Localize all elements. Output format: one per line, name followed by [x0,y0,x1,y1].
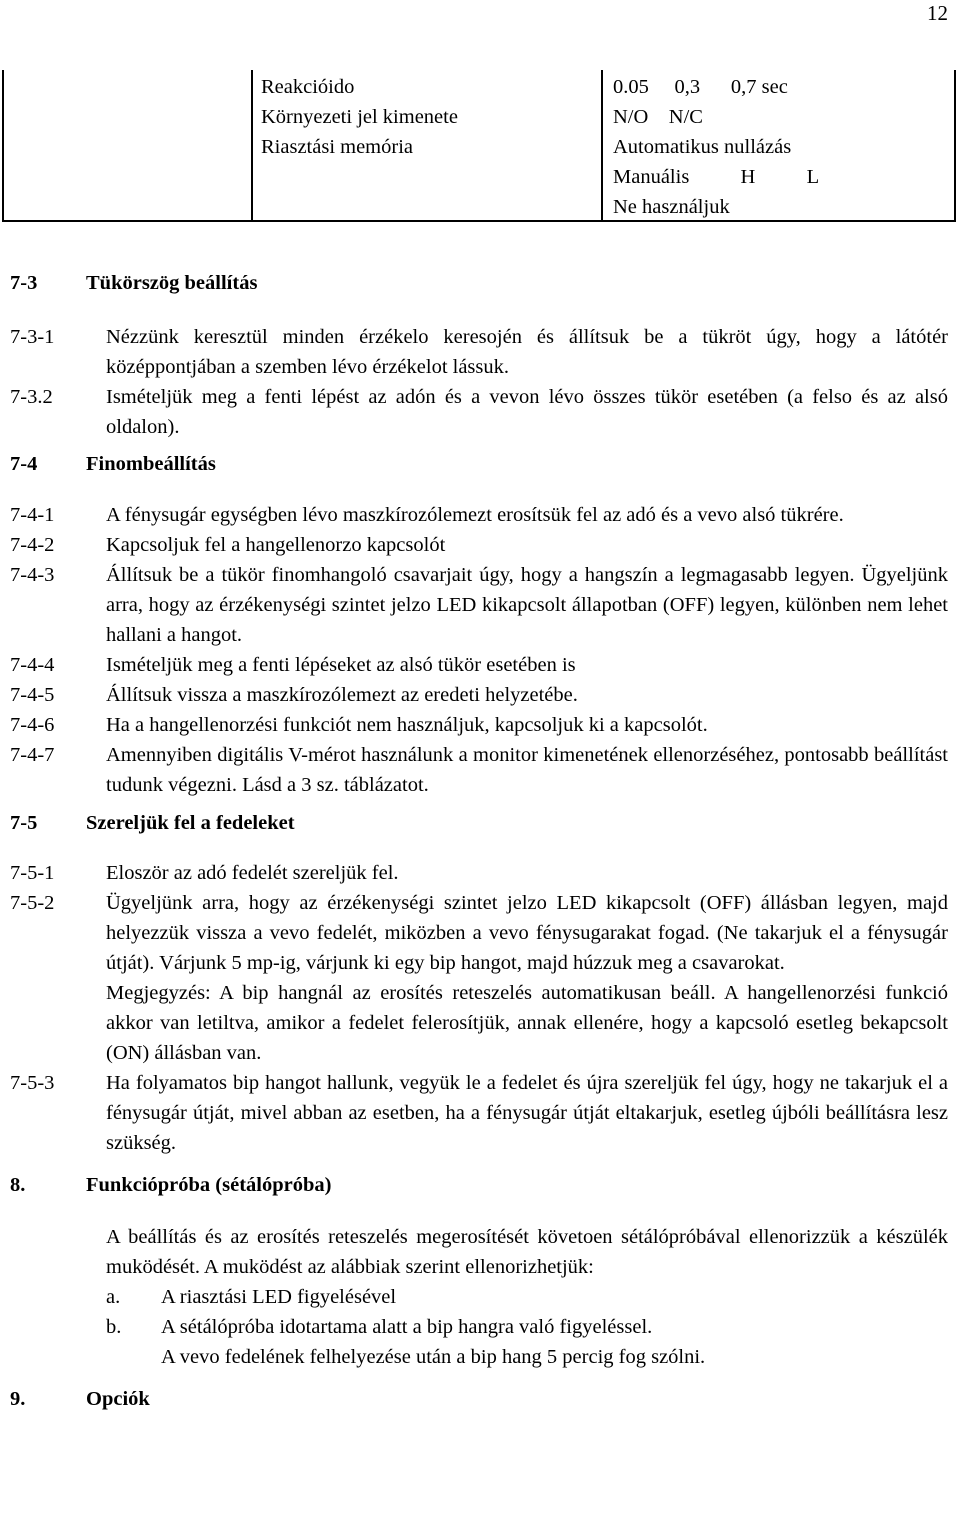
item-text: Amennyiben digitális V-mérot használunk a monitor kimenetének ellenorzéséhez, pontosabb beállítást tudunk végezni. Lásd a 3 sz. táblázatot. [106,744,948,796]
settings-table [2,70,956,222]
table-value: Ne használjuk [613,196,730,218]
sub-item-text: A riasztási LED figyelésével [161,1286,397,1308]
table-values [613,72,819,222]
item-number: 7-5-2 [10,892,55,914]
item-text: Ha a hangellenorzési funkciót nem használjuk, kapcsoljuk ki a kapcsolót. [106,714,708,736]
table-value: Manuális H L [613,166,820,188]
sub-item-label: a. [106,1286,121,1308]
item-text: Eloször az adó fedelét szereljük fel. [106,862,399,884]
sub-item-text: A sétálópróba idotartama alatt a bip hangra való figyeléssel. [161,1316,653,1338]
list-item [10,710,950,740]
item-number: 7-4-4 [10,654,55,676]
section-heading [10,268,950,298]
list-item [10,680,950,710]
item-number: 7-4-6 [10,714,55,736]
sub-item [106,1312,948,1342]
table-label: Reakcióido [261,76,355,98]
section-number: 9. [10,1388,26,1410]
section-number: 7-5 [10,812,38,834]
item-text: Állítsuk be a tükör finomhangoló csavarjait úgy, hogy a hangszín a legmagasabb legyen. Ügyeljünk arra, hogy az érzékenységi szintet jelzo LED kikapcsolt állapotban (OFF) legyen, különben nem lehet hallani a hangot. [106,564,948,646]
list-item [10,530,950,560]
table-value: N/O N/C [613,106,703,128]
section-title: Funkciópróba (sétálópróba) [86,1174,332,1196]
list-item [10,500,950,530]
table-labels [261,72,458,162]
paragraph: A beállítás és az erosítés reteszelés megerosítését követoen sétálópróbával ellenorizzük a készülék muködését. A muködést az alábbiak szerint ellenorizhetjük: [106,1226,948,1278]
list-item [10,888,950,978]
sub-item [106,1342,948,1372]
item-number: 7-4-5 [10,684,55,706]
section-title: Tükörszög beállítás [86,272,258,294]
item-number: 7-4-3 [10,564,55,586]
note-text: Megjegyzés: A bip hangnál az erosítés reteszelés automatikusan beáll. A hangellenorzési funkció akkor van letiltva, amikor a fedelet felerosítjük, annak ellenére, hogy a kapcsoló esetleg bekapcsolt (ON) állásban van. [106,982,948,1064]
section-title: Finombeállítás [86,453,216,475]
sub-item-text: A vevo fedelének felhelyezése után a bip hang 5 percig fog szólni. [161,1346,706,1368]
list-item [10,322,950,382]
note-item [10,978,950,1068]
item-text: Ha folyamatos bip hangot hallunk, vegyük le a fedelet és újra szereljük fel úgy, hogy ne takarjuk el a fénysugár útját, mivel abban az esetben, ha a fénysugár útját eltakarjuk, esetleg újbóli beállításra lesz szükség. [106,1072,948,1154]
item-number: 7-5-3 [10,1072,55,1094]
section-title: Szereljük fel a fedeleket [86,812,295,834]
list-item [10,650,950,680]
sub-item [106,1282,948,1312]
section-number: 8. [10,1174,26,1196]
section-heading [10,808,950,838]
list-item [10,382,950,442]
document-body [10,268,950,1414]
item-number: 7-4-1 [10,504,55,526]
section-heading [10,449,950,479]
list-item [10,560,950,650]
sub-item-label: b. [106,1316,122,1338]
item-number [10,978,106,1068]
table-value: 0.05 0,3 0,7 sec [613,76,788,98]
item-text: Állítsuk vissza a maszkírozólemezt az eredeti helyzetébe. [106,684,578,706]
item-number: 7-3-1 [10,326,55,348]
table-divider [601,70,603,220]
item-text: Ismételjük meg a fenti lépéseket az alsó tükör esetében is [106,654,576,676]
item-number: 7-5-1 [10,862,55,884]
item-number: 7-3.2 [10,386,53,408]
section-number: 7-3 [10,272,38,294]
section-number: 7-4 [10,453,38,475]
section-heading [10,1384,950,1414]
item-text: Nézzünk keresztül minden érzékelo keresojén és állítsuk be a tükröt úgy, hogy a látótér középpontjában a szemben lévo érzékelot lássuk. [106,326,948,378]
sub-item-spacer [106,1342,161,1372]
table-divider [251,70,253,220]
item-text: Ügyeljünk arra, hogy az érzékenységi szintet jelzo LED kikapcsolt (OFF) állásban legyen, majd helyezzük vissza a vevo fedelét, miközben a vevo fénysugarakat fogad. (Ne takarjuk el a fénysugár útját). Várjunk 5 mp-ig, várjunk ki egy bip hangot, majd húzzuk meg a csavarokat. [106,892,948,974]
section-title: Opciók [86,1388,150,1410]
item-number: 7-4-7 [10,744,55,766]
page-number: 12 [927,1,948,25]
list-item [10,740,950,800]
table-label: Riasztási memória [261,136,413,158]
list-item [10,858,950,888]
table-label: Környezeti jel kimenete [261,106,458,128]
list-item [10,1068,950,1158]
item-text: A fénysugár egységben lévo maszkírozólemezt erosítsük fel az adó és a vevo alsó tükrére. [106,504,844,526]
item-text: Ismételjük meg a fenti lépést az adón és a vevon lévo összes tükör esetében (a felso és az alsó oldalon). [106,386,948,438]
item-text: Kapcsoljuk fel a hangellenorzo kapcsolót [106,534,446,556]
table-value: Automatikus nullázás [613,136,792,158]
item-number: 7-4-2 [10,534,55,556]
section-heading [10,1170,950,1200]
